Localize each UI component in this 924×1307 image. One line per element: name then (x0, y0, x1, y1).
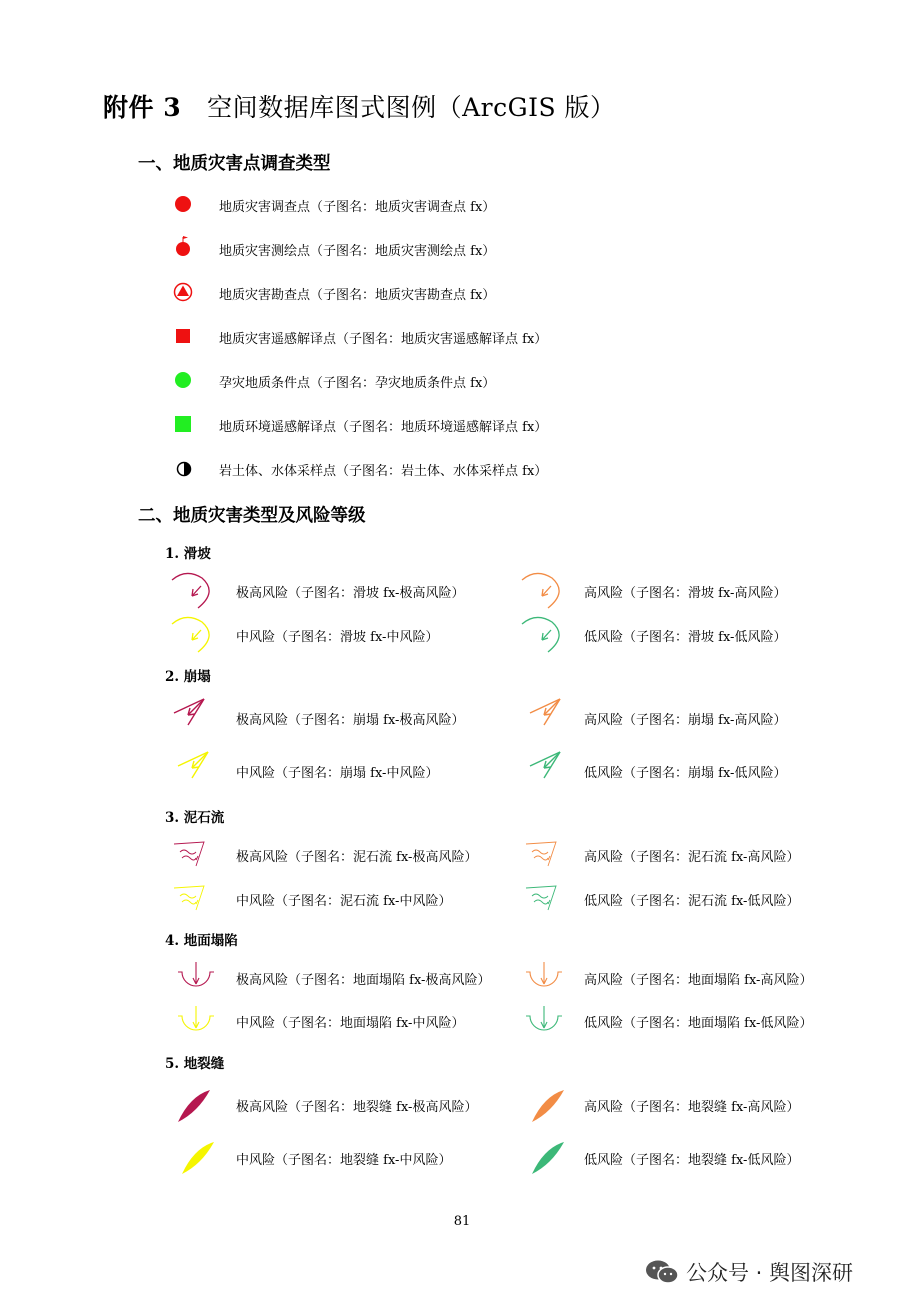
section-heading-survey-types: 一、地质灾害点调查类型 (138, 154, 331, 174)
group-title-rockfall: 2. 崩塌 (165, 669, 211, 685)
landslide-icon (164, 614, 214, 656)
debris-flow-icon (522, 838, 560, 870)
legend-item-debris-flow-high: 高风险（子图名：泥石流 fx-高风险） (584, 850, 800, 865)
legend-item-landslide-very-high: 极高风险（子图名：滑坡 fx-极高风险） (236, 586, 465, 601)
legend-item-fissure-very-high: 极高风险（子图名：地裂缝 fx-极高风险） (236, 1100, 478, 1115)
legend-item-subsidence-low: 低风险（子图名：地面塌陷 fx-低风险） (584, 1016, 813, 1031)
legend-item-survey-point: 地质灾害调查点（子图名：地质灾害调查点 fx） (219, 200, 496, 215)
legend-item-rockfall-very-high: 极高风险（子图名：崩塌 fx-极高风险） (236, 713, 465, 728)
landslide-icon (514, 570, 564, 612)
legend-item-fissure-high: 高风险（子图名：地裂缝 fx-高风险） (584, 1100, 800, 1115)
page-number: 81 (453, 1214, 471, 1229)
debris-flow-icon (170, 882, 208, 914)
green-square-icon (174, 415, 192, 433)
legend-item-debris-flow-low: 低风险（子图名：泥石流 fx-低风险） (584, 894, 800, 909)
landslide-icon (514, 614, 564, 656)
red-circle-icon (172, 193, 194, 215)
green-circle-icon (172, 369, 194, 391)
legend-item-rockfall-medium: 中风险（子图名：崩塌 fx-中风险） (236, 766, 439, 781)
subsidence-icon (176, 1002, 218, 1038)
ground-fissure-icon (174, 1086, 214, 1126)
legend-item-rs-environment-point: 地质环境遥感解译点（子图名：地质环境遥感解译点 fx） (219, 420, 548, 435)
debris-flow-icon (522, 882, 560, 914)
ground-fissure-icon (528, 1086, 568, 1126)
legend-item-subsidence-high: 高风险（子图名：地面塌陷 fx-高风险） (584, 973, 813, 988)
legend-item-debris-flow-very-high: 极高风险（子图名：泥石流 fx-极高风险） (236, 850, 478, 865)
section-heading-hazard-risk: 二、地质灾害类型及风险等级 (138, 506, 366, 526)
legend-item-exploration-point: 地质灾害勘查点（子图名：地质灾害勘查点 fx） (219, 288, 496, 303)
appendix-name: 空间数据库图式图例（ArcGIS 版） (207, 93, 616, 122)
legend-item-rockfall-low: 低风险（子图名：崩塌 fx-低风险） (584, 766, 787, 781)
legend-item-subsidence-medium: 中风险（子图名：地面塌陷 fx-中风险） (236, 1016, 465, 1031)
legend-item-landslide-medium: 中风险（子图名：滑坡 fx-中风险） (236, 630, 439, 645)
circle-triangle-icon (172, 281, 194, 303)
group-title-debris-flow: 3. 泥石流 (165, 810, 225, 826)
subsidence-icon (524, 1002, 566, 1038)
red-square-icon (174, 327, 192, 345)
rockfall-icon (172, 748, 216, 788)
legend-item-rockfall-high: 高风险（子图名：崩塌 fx-高风险） (584, 713, 787, 728)
group-title-landslide: 1. 滑坡 (165, 546, 211, 562)
red-circle-flag-icon (172, 233, 194, 259)
legend-item-geo-condition-point: 孕灾地质条件点（子图名：孕灾地质条件点 fx） (219, 376, 496, 391)
half-circle-icon (175, 460, 193, 478)
legend-item-subsidence-very-high: 极高风险（子图名：地面塌陷 fx-极高风险） (236, 973, 491, 988)
legend-item-debris-flow-medium: 中风险（子图名：泥石流 fx-中风险） (236, 894, 452, 909)
ground-fissure-icon (528, 1138, 568, 1178)
debris-flow-icon (170, 838, 208, 870)
legend-item-landslide-high: 高风险（子图名：滑坡 fx-高风险） (584, 586, 787, 601)
rockfall-icon (168, 695, 212, 735)
legend-item-mapping-point: 地质灾害测绘点（子图名：地质灾害测绘点 fx） (219, 244, 496, 259)
subsidence-icon (524, 958, 566, 994)
rockfall-icon (524, 748, 568, 788)
rockfall-icon (524, 695, 568, 735)
subsidence-icon (176, 958, 218, 994)
legend-item-sampling-point: 岩土体、水体采样点（子图名：岩土体、水体采样点 fx） (219, 464, 548, 479)
page-title (103, 88, 616, 124)
legend-item-fissure-low: 低风险（子图名：地裂缝 fx-低风险） (584, 1153, 800, 1168)
legend-item-landslide-low: 低风险（子图名：滑坡 fx-低风险） (584, 630, 787, 645)
watermark: 公众号 · 舆图深研 (686, 1261, 854, 1285)
legend-item-fissure-medium: 中风险（子图名：地裂缝 fx-中风险） (236, 1153, 452, 1168)
group-title-subsidence: 4. 地面塌陷 (165, 933, 238, 949)
legend-item-rs-hazard-point: 地质灾害遥感解译点（子图名：地质灾害遥感解译点 fx） (219, 332, 548, 347)
appendix-number: 附件 3 (103, 93, 182, 122)
landslide-icon (164, 570, 214, 612)
group-title-ground-fissure: 5. 地裂缝 (165, 1056, 225, 1072)
wechat-icon (645, 1259, 679, 1285)
ground-fissure-icon (178, 1138, 218, 1178)
